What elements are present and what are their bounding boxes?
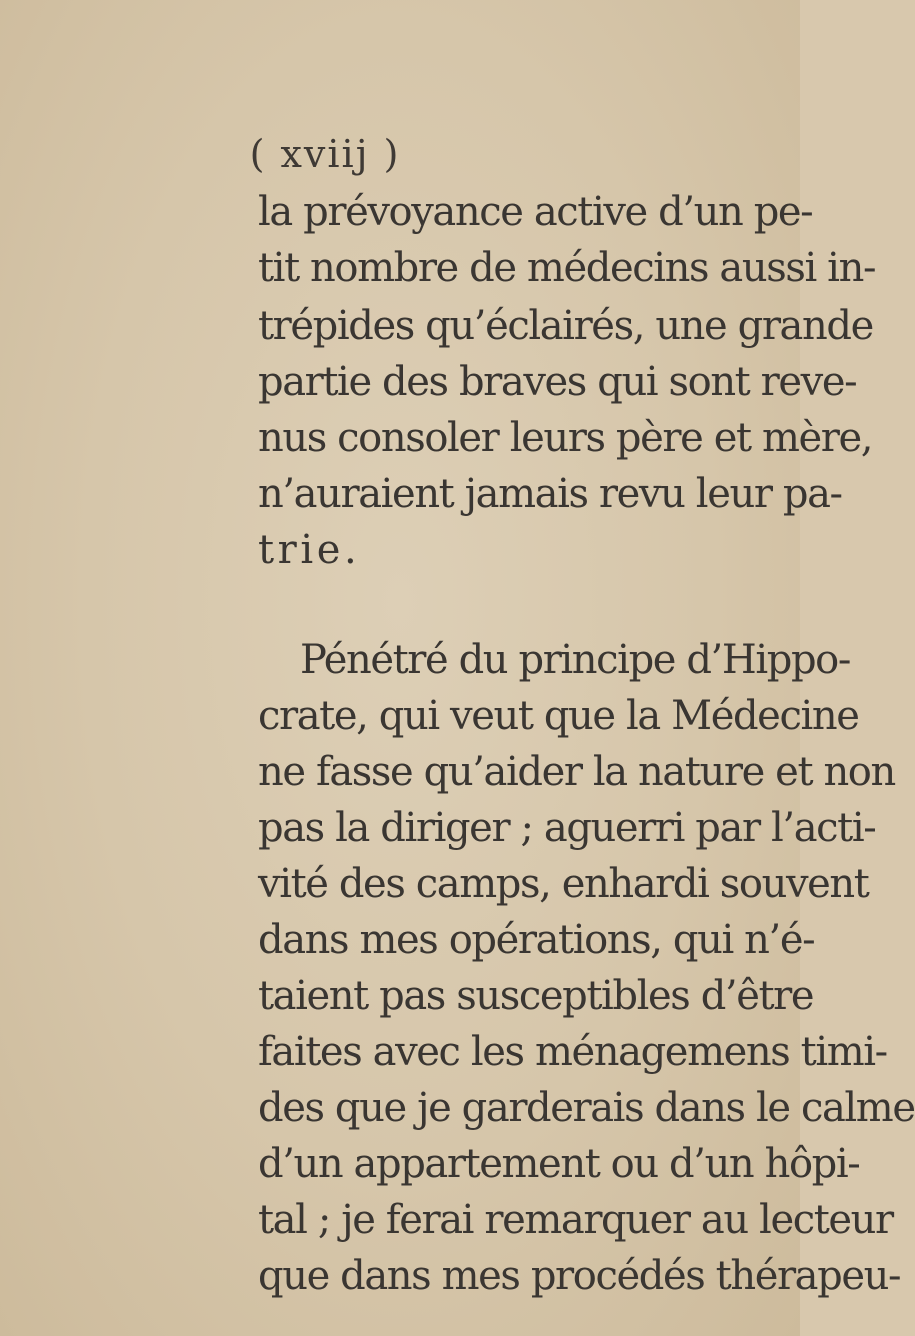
text-line: trépides qu’éclairés, une grande xyxy=(258,303,873,349)
text-line: nus consoler leurs père et mère, xyxy=(258,415,873,461)
text-line: n’auraient jamais revu leur pa- xyxy=(258,471,842,517)
text-line: pas la diriger ; aguerri par l’acti- xyxy=(258,805,876,851)
text-line: tit nombre de médecins aussi in- xyxy=(258,245,876,291)
text-line: crate, qui veut que la Médecine xyxy=(258,693,859,739)
page-header xyxy=(0,132,800,176)
text-line: trie. xyxy=(258,527,361,573)
text-line: d’un appartement ou d’un hôpi- xyxy=(258,1141,860,1187)
text-line: Pénétré du principe d’Hippo- xyxy=(300,637,850,683)
text-line: taient pas susceptibles d’être xyxy=(258,973,814,1019)
text-line: la prévoyance active d’un pe- xyxy=(258,189,813,235)
page-number: ( xviij ) xyxy=(249,132,401,176)
text-line: que dans mes procédés thérapeu- xyxy=(258,1253,901,1299)
text-line: ne fasse qu’aider la nature et non xyxy=(258,749,895,795)
text-line: partie des braves qui sont reve- xyxy=(258,359,857,405)
text-line: faites avec les ménagemens timi- xyxy=(258,1029,887,1075)
text-line: vité des camps, enhardi souvent xyxy=(258,861,869,907)
text-line: des que je garderais dans le calme xyxy=(258,1085,915,1131)
text-line: tal ; je ferai remarquer au lecteur xyxy=(258,1197,893,1243)
text-line: dans mes opérations, qui n’é- xyxy=(258,917,815,963)
